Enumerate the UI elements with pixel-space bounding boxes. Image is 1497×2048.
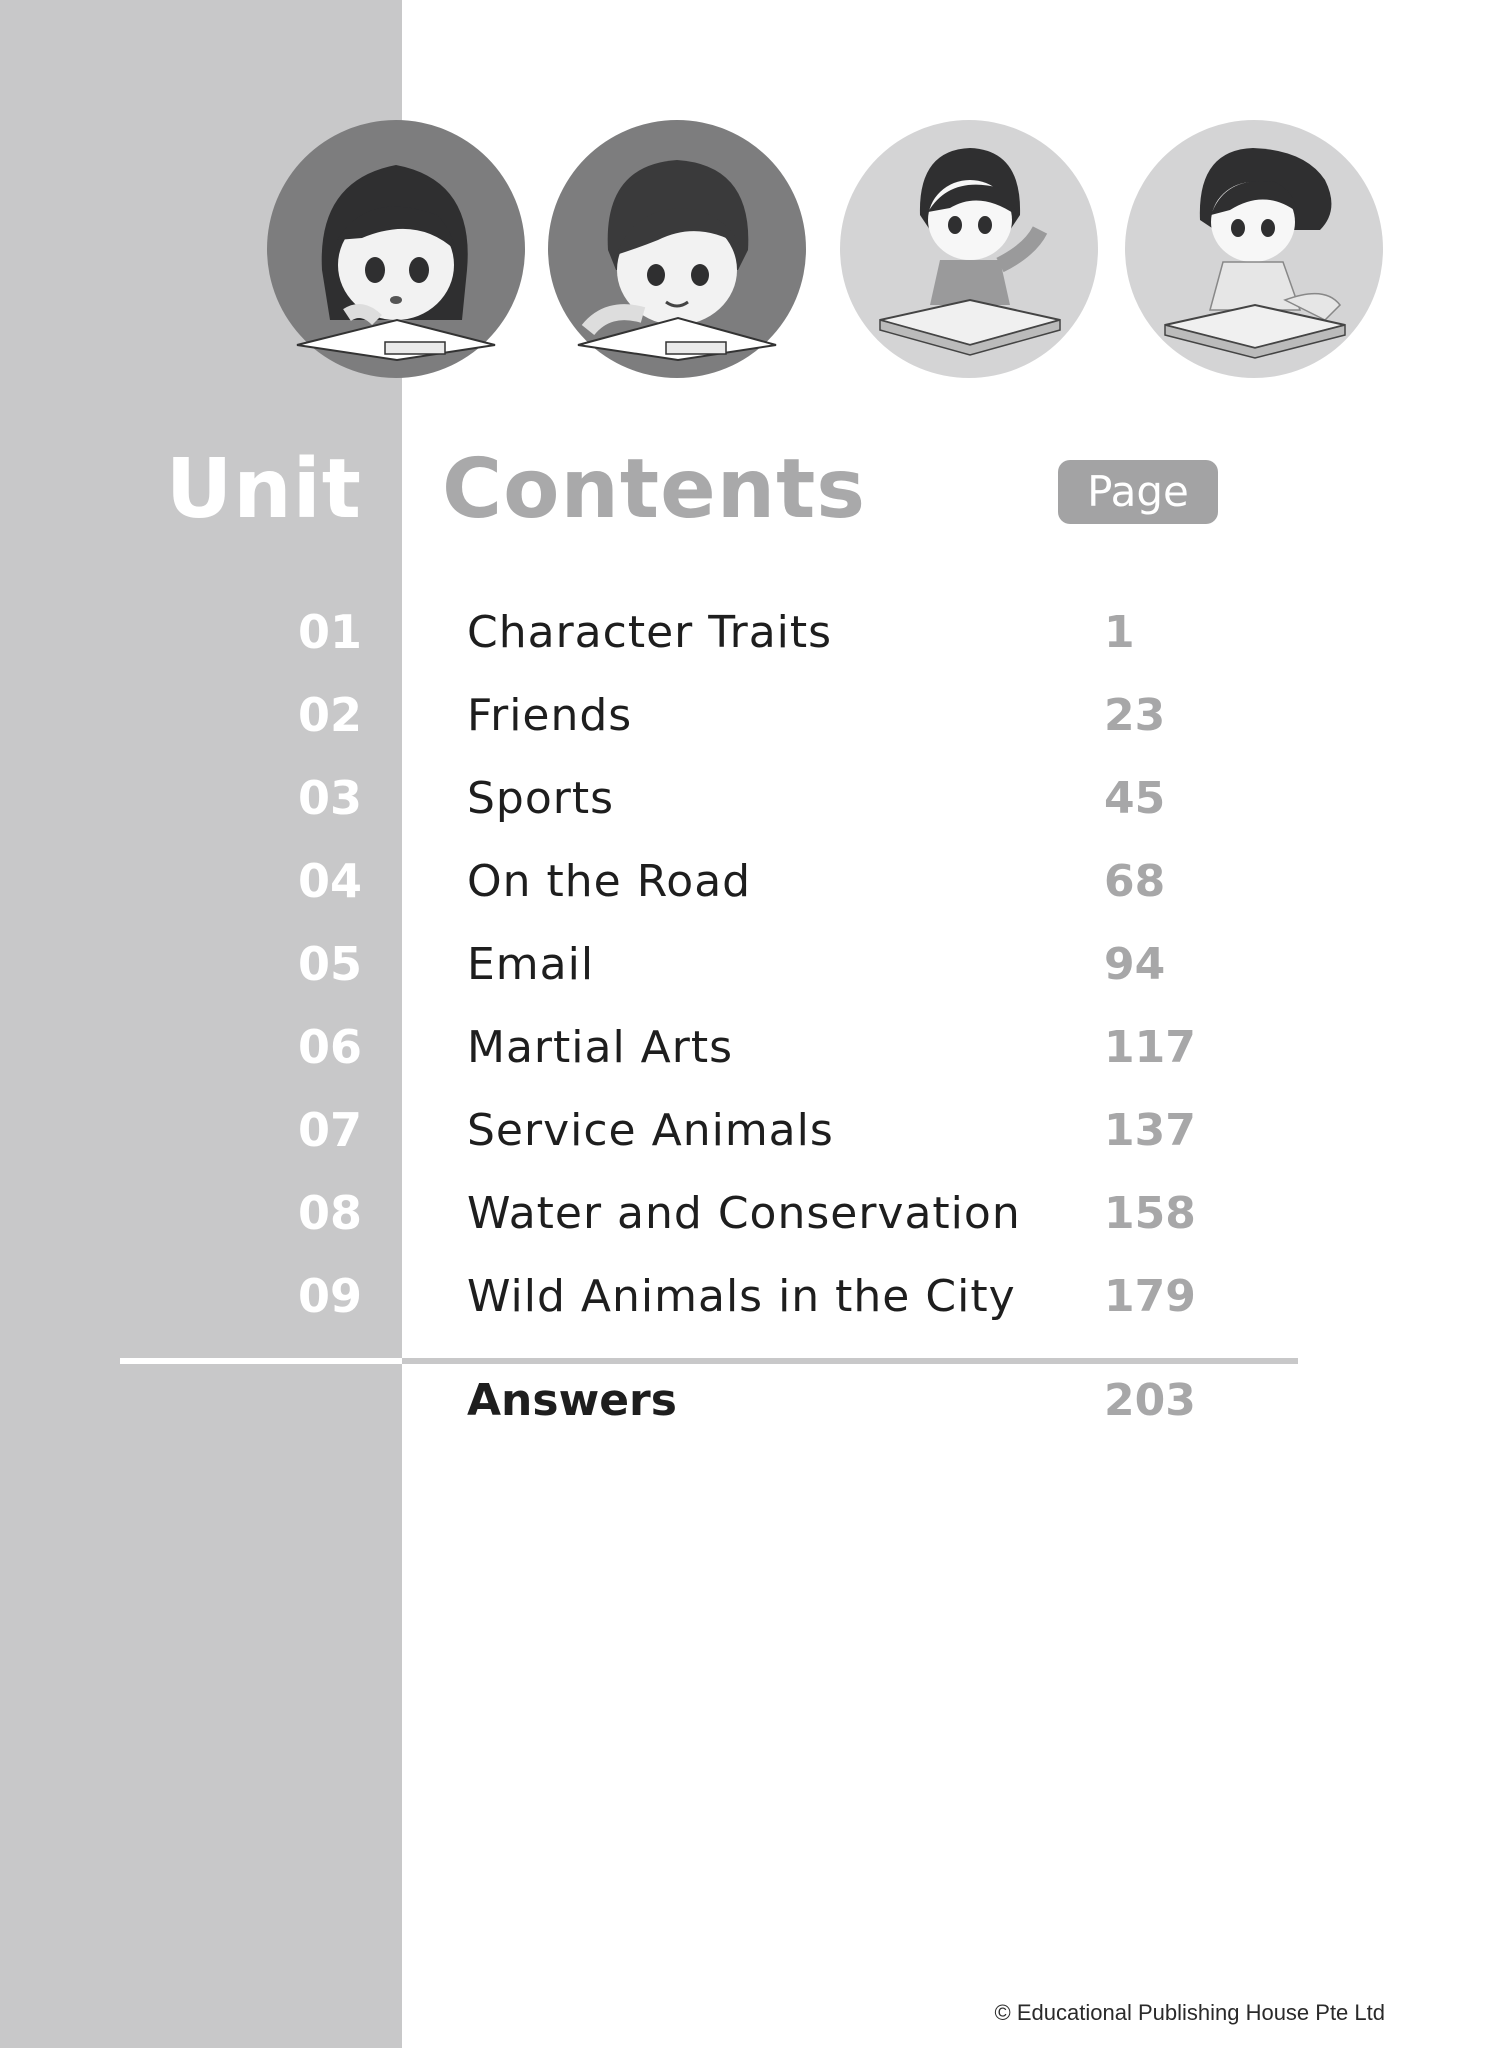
page-number: 1 [1104, 607, 1135, 658]
toc-row[interactable] [0, 1171, 1497, 1256]
girl-with-book-icon [1125, 120, 1383, 378]
answers-page-number: 203 [1104, 1375, 1196, 1426]
toc-row[interactable] [0, 756, 1497, 841]
unit-number: 06 [297, 1020, 362, 1074]
toc-row[interactable] [0, 1254, 1497, 1339]
page-number: 94 [1104, 939, 1166, 990]
unit-title: Friends [467, 690, 633, 741]
copyright-footer: © Educational Publishing House Pte Ltd [994, 2000, 1385, 2025]
unit-title: Wild Animals in the City [467, 1271, 1016, 1322]
toc-row[interactable] [0, 839, 1497, 924]
toc-row[interactable] [0, 922, 1497, 1007]
page-number: 45 [1104, 773, 1166, 824]
unit-title: Service Animals [467, 1105, 834, 1156]
boy-writing-icon [548, 120, 806, 378]
contents-heading: Contents [442, 442, 867, 537]
unit-number: 08 [297, 1186, 362, 1240]
unit-title: Water and Conservation [467, 1188, 1021, 1239]
unit-title: Character Traits [467, 607, 833, 658]
toc-row[interactable] [0, 1005, 1497, 1090]
page-number: 117 [1104, 1022, 1196, 1073]
girl-writing-icon [267, 120, 525, 378]
unit-heading: Unit [165, 442, 362, 537]
unit-title: On the Road [467, 856, 752, 907]
unit-number: 01 [297, 605, 362, 659]
answers-title[interactable]: Answers [467, 1375, 677, 1426]
toc-row[interactable] [0, 590, 1497, 675]
unit-number: 07 [297, 1103, 362, 1157]
boy-with-book-icon [840, 120, 1098, 378]
unit-number: 03 [297, 771, 362, 825]
toc-row[interactable] [0, 1088, 1497, 1173]
character-illustrations [0, 0, 1497, 400]
unit-title: Martial Arts [467, 1022, 734, 1073]
page-number: 23 [1104, 690, 1166, 741]
page-number: 158 [1104, 1188, 1196, 1239]
toc-row[interactable] [0, 673, 1497, 758]
page-number: 179 [1104, 1271, 1196, 1322]
unit-number: 05 [297, 937, 362, 991]
unit-number: 09 [297, 1269, 362, 1323]
page-number: 137 [1104, 1105, 1196, 1156]
unit-title: Email [467, 939, 595, 990]
unit-title: Sports [467, 773, 615, 824]
page-number: 68 [1104, 856, 1166, 907]
unit-number: 04 [297, 854, 362, 908]
unit-number: 02 [297, 688, 362, 742]
page-heading-badge: Page [1058, 460, 1218, 524]
